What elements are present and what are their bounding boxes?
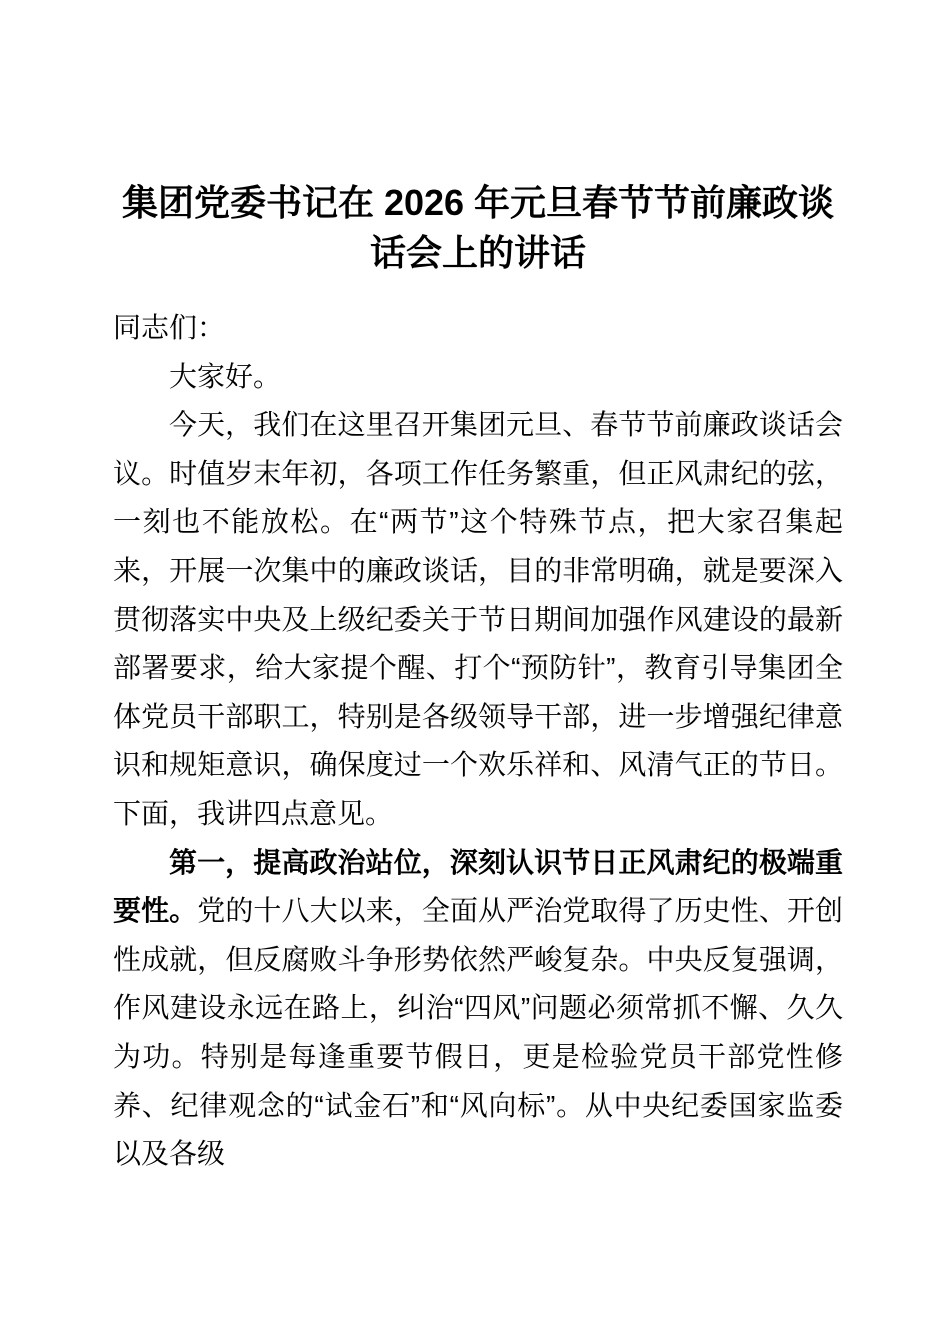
- document-title-line-2: 话会上的讲话: [369, 232, 586, 273]
- paragraph-point-one: [113, 839, 843, 1179]
- paragraph-greeting: 大家好。: [169, 360, 282, 392]
- document-title: [113, 178, 843, 278]
- paragraph-point-one-text: 党的十八大以来，全面从严治党取得了历史性、开创性成就，但反腐败斗争形势依然严峻复杂。中央反复强调，作风建设永远在路上，纠治“四风”问题必须常抓不懈、久久为功。特别是每逢重要节假日，更是检验党员干部党性修养、纪律观念的“试金石”和“风向标”。从中央纪委国家监委以及各级: [113, 895, 843, 1170]
- paragraph-point-one-lead: 第一，提高政治站位，深刻认识节日正风肃纪的极端重要性。: [113, 846, 843, 927]
- paragraph-opening: 今天，我们在这里召开集团元旦、春节节前廉政谈话会议。时值岁末年初，各项工作任务繁重，但正风肃纪的弦，一刻也不能放松。在“两节”这个特殊节点，把大家召集起来，开展一次集中的廉政谈话，目的非常明确，就是要深入贯彻落实中央及上级纪委关于节日期间加强作风建设的最新部署要求，给大家提个醒、打个“预防针”，教育引导集团全体党员干部职工，特别是各级领导干部，进一步增强纪律意识和规矩意识，确保度过一个欢乐祥和、风清气正的节日。下面，我讲四点意见。: [113, 409, 843, 829]
- document-title-line-1: 集团党委书记在 2026 年元旦春节节前廉政谈: [121, 182, 835, 223]
- salutation: 同志们：: [113, 312, 226, 343]
- document-body: [113, 304, 843, 1179]
